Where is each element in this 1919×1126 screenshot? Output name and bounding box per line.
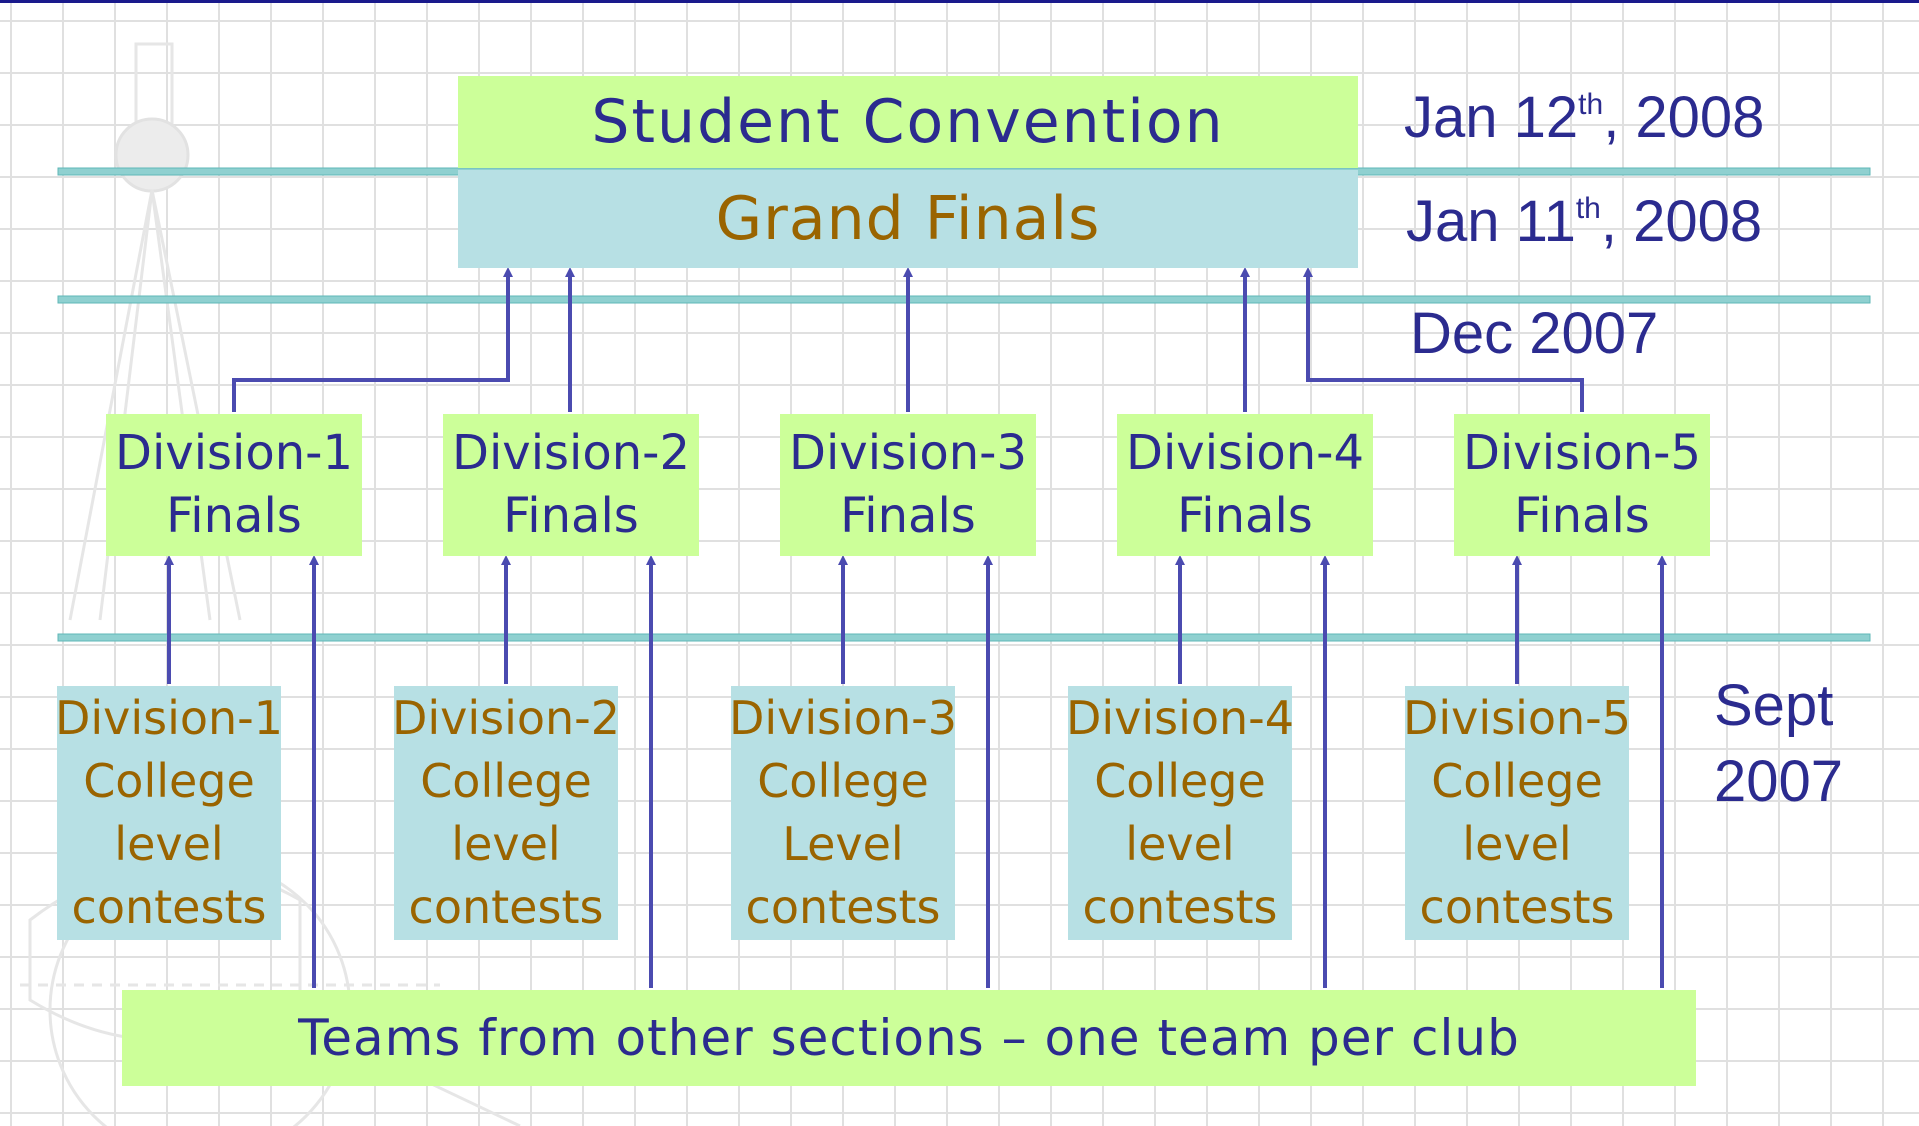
college-line1: Division-2 xyxy=(391,691,621,745)
college-line3: level xyxy=(1125,817,1235,871)
division-finals-line1: Division-1 xyxy=(114,425,354,481)
student-convention-label: Student Convention xyxy=(591,87,1225,157)
division-2-finals-box xyxy=(443,414,699,556)
arrow-div1-to-grand xyxy=(234,272,508,412)
student-convention-box xyxy=(458,76,1358,168)
division-5-finals-box xyxy=(1454,414,1710,556)
division-finals-line2: Finals xyxy=(1177,488,1313,544)
college-line4: contests xyxy=(71,880,267,934)
division-finals-line2: Finals xyxy=(503,488,639,544)
date-jan-11-2008 xyxy=(1406,188,1762,255)
division-3-finals-box xyxy=(780,414,1036,556)
date-jan-12-2008 xyxy=(1404,84,1764,151)
date-jan12-post: , 2008 xyxy=(1603,85,1765,150)
college-line1: Division-5 xyxy=(1402,691,1632,745)
division-finals-line1: Division-2 xyxy=(451,425,691,481)
division-finals-line1: Division-3 xyxy=(788,425,1028,481)
division-3-college-contests-box xyxy=(728,686,958,940)
college-line3: level xyxy=(1462,817,1572,871)
division-finals-line2: Finals xyxy=(1514,488,1650,544)
teams-label: Teams from other sections – one team per club xyxy=(298,1009,1520,1067)
college-line2: College xyxy=(1094,754,1266,808)
college-line1: Division-3 xyxy=(728,691,958,745)
grand-finals-label: Grand Finals xyxy=(715,184,1101,254)
division-2-college-contests-box xyxy=(391,686,621,940)
division-finals-line1: Division-5 xyxy=(1462,425,1702,481)
division-finals-line1: Division-4 xyxy=(1125,425,1365,481)
college-line2: College xyxy=(757,754,929,808)
date-jan12-sup: th xyxy=(1578,88,1604,121)
date-jan12-pre: Jan 12 xyxy=(1404,85,1579,150)
college-line4: contests xyxy=(1082,880,1278,934)
division-finals-line2: Finals xyxy=(166,488,302,544)
date-jan11-sup: th xyxy=(1575,192,1601,225)
college-line4: contests xyxy=(1419,880,1615,934)
date-sept-2007 xyxy=(1714,668,1843,820)
college-line4: contests xyxy=(408,880,604,934)
division-4-college-contests-box xyxy=(1065,686,1295,940)
college-line2: College xyxy=(420,754,592,808)
college-line4: contests xyxy=(745,880,941,934)
date-sept-line2: 2007 xyxy=(1714,749,1844,814)
date-jan11-post: , 2008 xyxy=(1600,189,1763,254)
college-line3: Level xyxy=(782,817,904,871)
college-line3: level xyxy=(451,817,561,871)
teams-other-sections-box xyxy=(122,990,1696,1086)
college-line2: College xyxy=(83,754,255,808)
college-line1: Division-4 xyxy=(1065,691,1295,745)
division-1-college-contests-box xyxy=(54,686,284,940)
college-line3: level xyxy=(114,817,224,871)
division-1-finals-box xyxy=(106,414,362,556)
division-5-college-contests-box xyxy=(1402,686,1632,940)
division-finals-line2: Finals xyxy=(840,488,976,544)
grand-finals-box xyxy=(458,170,1358,268)
date-jan11-pre: Jan 11 xyxy=(1406,189,1576,254)
date-sept-line1: Sept xyxy=(1714,673,1834,738)
date-dec-2007: Dec 2007 xyxy=(1410,301,1659,366)
college-line2: College xyxy=(1431,754,1603,808)
college-line1: Division-1 xyxy=(54,691,284,745)
division-4-finals-box xyxy=(1117,414,1373,556)
